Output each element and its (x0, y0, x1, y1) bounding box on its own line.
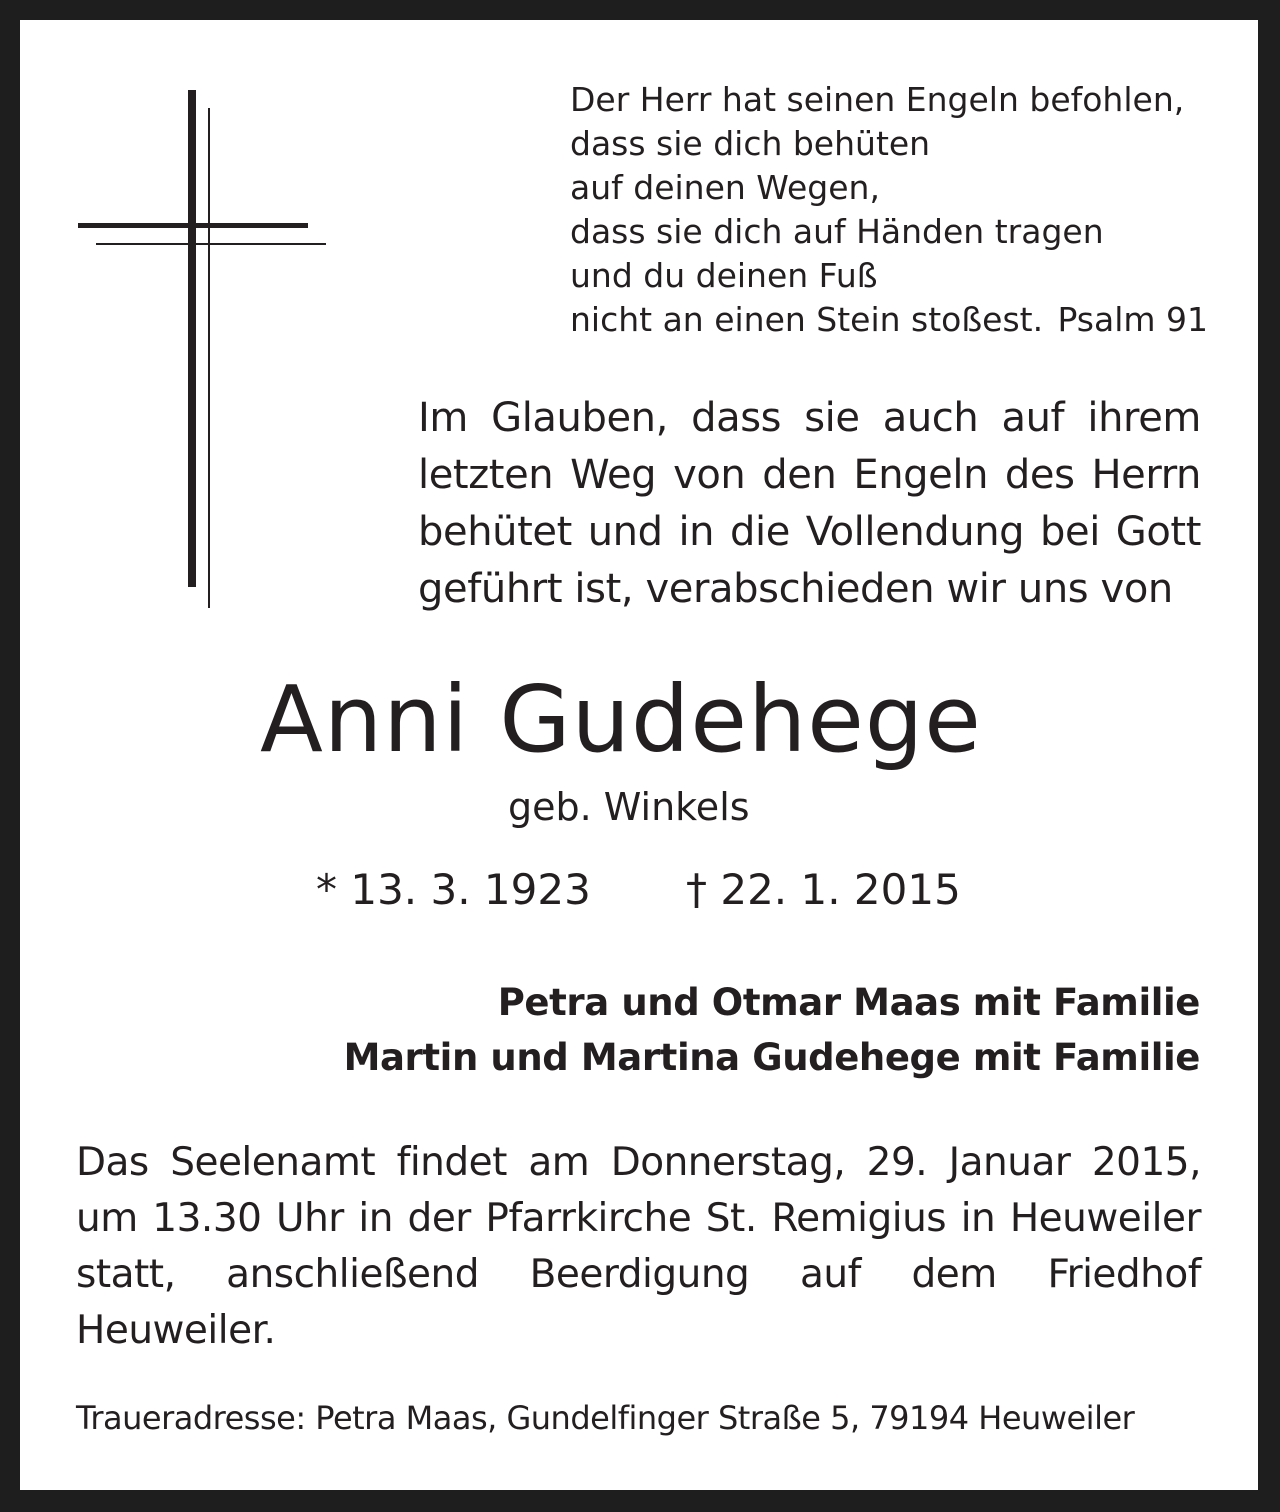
psalm-line: und du deinen Fuß (570, 256, 878, 295)
cross-main-vertical-bar (188, 90, 196, 587)
mourning-address: Traueradresse: Petra Maas, Gundelfinger Straße 5, 79194 Heuweiler (76, 1399, 1135, 1437)
psalm-line: nicht an einen Stein stoßest. (570, 300, 1044, 339)
mourner-family: Martin und Martina Gudehege mit Familie (343, 1036, 1200, 1079)
service-details: Das Seelenamt findet am Donnerstag, 29. Januar 2015, um 13.30 Uhr in der Pfarrkirche St. Remigius in Heuweiler statt, anschließend Beerdigung auf dem Friedhof Heuweiler. (76, 1140, 1201, 1353)
mourner-family: Petra und Otmar Maas mit Familie (497, 981, 1200, 1024)
obituary-notice (20, 20, 1258, 1490)
maiden-name: geb. Winkels (508, 785, 750, 829)
psalm-quote (570, 78, 1210, 342)
psalm-line: dass sie dich behüten (570, 124, 931, 163)
cross-main-horizontal-bar (78, 223, 308, 228)
psalm-line: Der Herr hat seinen Engeln befohlen, (570, 80, 1185, 119)
deceased-name: Anni Gudehege (260, 666, 982, 773)
birth-date: * 13. 3. 1923 (316, 865, 591, 914)
cross-shadow-horizontal-line (96, 243, 326, 245)
mourners-list (344, 975, 1200, 1085)
psalm-line: auf deinen Wegen, (570, 168, 880, 207)
cross-shadow-vertical-line (208, 108, 210, 608)
intro-paragraph: Im Glauben, dass sie auch auf ihrem letzten Weg von den Engeln des Herrn behütet und in die Vollendung bei Gott geführt ist, verabschieden wir uns von (418, 395, 1201, 612)
cross-icon (20, 20, 350, 640)
psalm-reference: Psalm 91 (1057, 300, 1208, 339)
psalm-line: dass sie dich auf Händen tragen (570, 212, 1104, 251)
death-date: † 22. 1. 2015 (686, 865, 961, 914)
